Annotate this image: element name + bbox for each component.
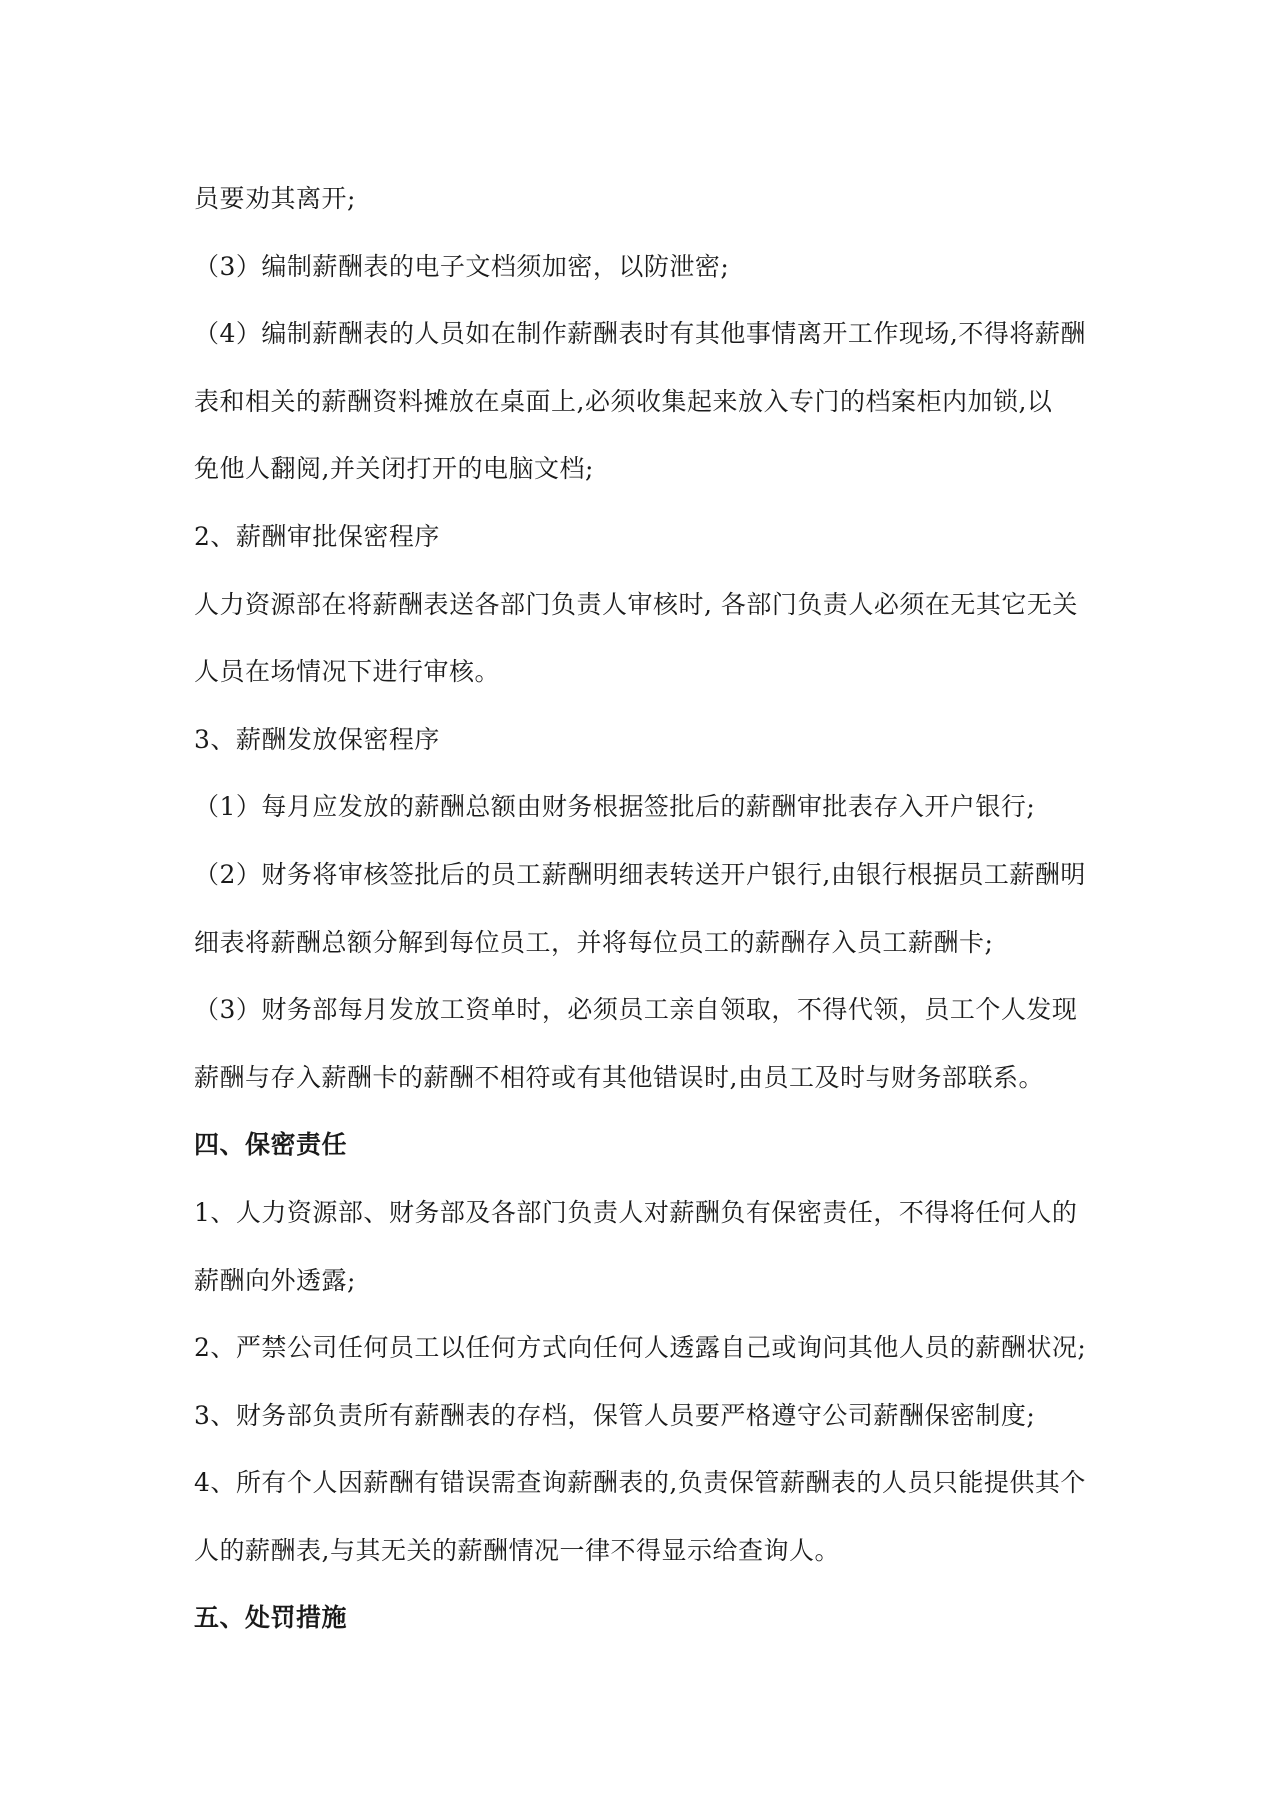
paragraph-line: 人的薪酬表,与其无关的薪酬情况一律不得显示给查询人。 (194, 1535, 840, 1565)
paragraph-line: 人力资源部在将薪酬表送各部门负责人审核时, 各部门负责人必须在无其它无关 (194, 589, 1078, 619)
paragraph-line: 表和相关的薪酬资料摊放在桌面上,必须收集起来放入专门的档案柜内加锁,以 (194, 386, 1053, 416)
paragraph-line: 免他人翻阅,并关闭打开的电脑文档; (194, 454, 594, 484)
paragraph-line: 细表将薪酬总额分解到每位员工，并将每位员工的薪酬存入员工薪酬卡; (194, 927, 994, 957)
paragraph-line: （2）财务将审核签批后的员工薪酬明细表转送开户银行,由银行根据员工薪酬明 (194, 859, 1086, 889)
paragraph-line: 薪酬向外透露; (194, 1265, 356, 1295)
paragraph-line: （3）编制薪酬表的电子文档须加密，以防泄密; (194, 251, 730, 281)
paragraph-line: 4、所有个人因薪酬有错误需查询薪酬表的,负责保管薪酬表的人员只能提供其个 (194, 1468, 1086, 1498)
paragraph-line: 员要劝其离开; (194, 184, 356, 213)
paragraph-line: 1、人力资源部、财务部及各部门负责人对薪酬负有保密责任，不得将任何人的 (194, 1197, 1078, 1227)
document-body (194, 165, 1094, 1652)
subsection-title: 2、薪酬审批保密程序 (194, 521, 440, 551)
section-heading: 五、处罚措施 (194, 1603, 348, 1633)
subsection-title: 3、薪酬发放保密程序 (194, 724, 440, 754)
paragraph-line: 薪酬与存入薪酬卡的薪酬不相符或有其他错误时,由员工及时与财务部联系。 (194, 1062, 1044, 1092)
paragraph-line: 2、严禁公司任何员工以任何方式向任何人透露自己或询问其他人员的薪酬状况; (194, 1333, 1087, 1363)
section-heading: 四、保密责任 (194, 1130, 348, 1160)
paragraph-line: 人员在场情况下进行审核。 (194, 657, 501, 687)
paragraph-line: 3、财务部负责所有薪酬表的存档，保管人员要严格遵守公司薪酬保密制度; (194, 1400, 1036, 1430)
paragraph-line: （1）每月应发放的薪酬总额由财务根据签批后的薪酬审批表存入开户银行; (194, 792, 1036, 822)
paragraph-line: （4）编制薪酬表的人员如在制作薪酬表时有其他事情离开工作现场,不得将薪酬 (194, 319, 1086, 349)
paragraph-line: （3）财务部每月发放工资单时，必须员工亲自领取，不得代领，员工个人发现 (194, 995, 1078, 1025)
